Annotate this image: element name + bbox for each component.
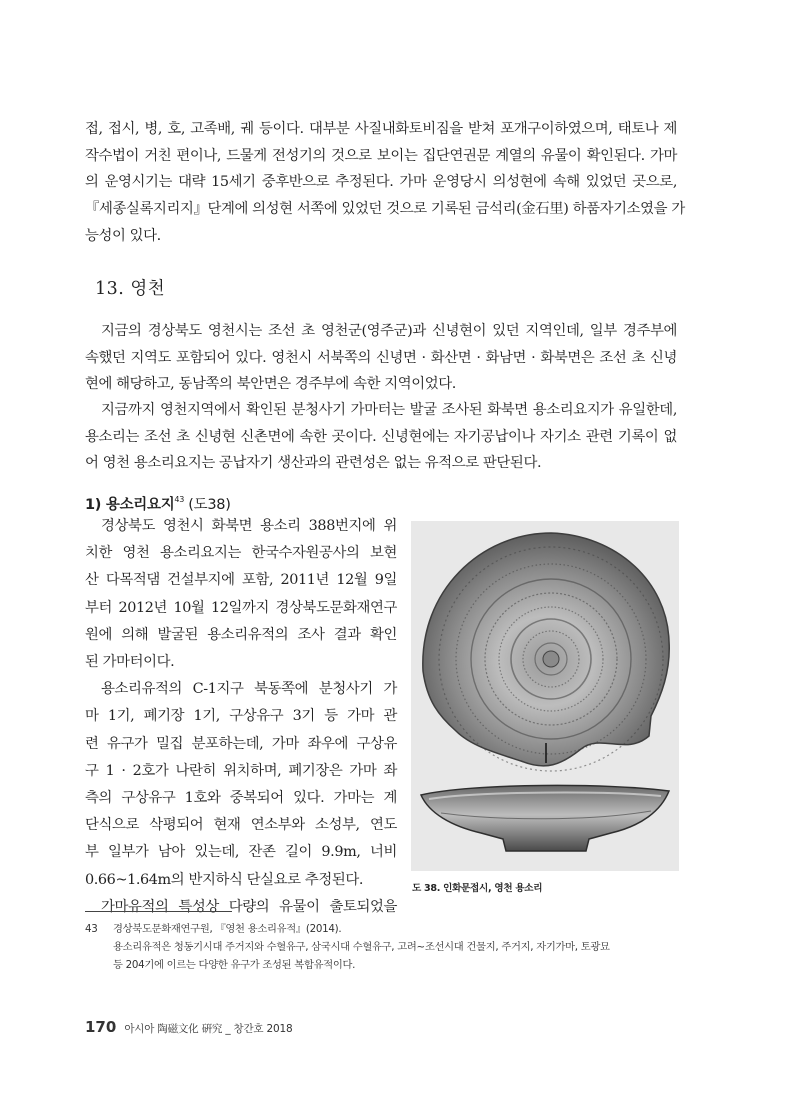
- text-line: 부 일부가 남아 있는데, 잔존 길이 9.9m, 너비: [85, 844, 397, 861]
- text-line: 능성이 있다.: [85, 227, 161, 244]
- subsection-title: 1) 용소리요지: [85, 497, 175, 513]
- journal-title: 아시아 陶磁文化 硏究 _ 창간호 2018: [124, 1023, 293, 1035]
- footnote-line: 용소리유적은 청동기시대 주거지와 수혈유구, 삼국시대 수혈유구, 고려~조선시대 건물지, 주거지, 자기가마, 토광묘: [113, 941, 610, 953]
- text-line: 속했던 지역도 포함되어 있다. 영천시 서북쪽의 신녕면 · 화산면 · 화남면 · 화북면은 조선 초 신녕: [85, 349, 677, 366]
- text-line: 지금의 경상북도 영천시는 조선 초 영천군(영주군)과 신녕현이 있던 지역인데, 일부 경주부에: [101, 323, 677, 339]
- text-line: 접, 접시, 병, 호, 고족배, 궤 등이다. 대부분 사질내화토비짐을 받쳐 포개구이하였으며, 태토나 제: [85, 121, 677, 137]
- text-line: 현에 해당하고, 동남쪽의 북안면은 경주부에 속한 지역이었다.: [85, 376, 456, 393]
- text-line: 의 운영시기는 대략 15세기 중후반으로 추정된다. 가마 운영당시 의성현에 속해 있었던 곳으로,: [85, 174, 677, 191]
- text-line: 산 다목적댐 건설부지에 포함, 2011년 12월 9일: [85, 572, 397, 589]
- text-line: 『세종실록지리지』단계에 의성현 서쪽에 있었던 것으로 기록된 금석리(金石里) 하품자기소였을 가: [85, 201, 685, 218]
- page-footer: [85, 1018, 292, 1036]
- footnote-body: [113, 920, 685, 974]
- text-line: 지금까지 영천지역에서 확인된 분청사기 가마터는 발굴 조사된 화북면 용소리요지가 유일한데,: [101, 402, 677, 418]
- footnote-line: 등 204기에 이르는 다양한 유구가 조성된 복합유적이다.: [113, 959, 356, 971]
- text-line: 작수법이 거친 편이나, 드물게 전성기의 것으로 보이는 집단연권문 계열의 유물이 확인된다. 가마: [85, 147, 677, 164]
- text-line: 구 1 · 2호가 나란히 위치하며, 폐기장은 가마 좌: [85, 762, 397, 779]
- footnote-line: 경상북도문화재연구원, 『영천 용소리유적』(2014).: [113, 923, 342, 935]
- text-line: 단식으로 삭평되어 현재 연소부와 소성부, 연도: [85, 817, 397, 834]
- section-title: 13. 영천: [95, 279, 166, 299]
- subsection-heading: [85, 493, 231, 514]
- page-number: 170: [85, 1018, 117, 1036]
- text-line: 용소리유적의 C-1지구 북동쪽에 분청사기 가: [101, 681, 397, 698]
- subsection-body: [85, 513, 397, 921]
- ceramic-dish-illustration: [411, 521, 679, 871]
- text-line: 원에 의해 발굴된 용소리유적의 조사 결과 확인: [85, 626, 397, 643]
- text-line: 0.66~1.64m의 반지하식 단실요로 추정된다.: [85, 871, 364, 888]
- footnote-number: 43: [85, 923, 98, 935]
- figure-ceramic-dish-photo: [411, 521, 679, 871]
- text-line: 마 1기, 폐기장 1기, 구상유구 3기 등 가마 관: [85, 708, 397, 725]
- section-paragraph-2: [85, 397, 677, 477]
- footnote-mark[interactable]: 43: [174, 495, 184, 504]
- footnote-divider: [85, 911, 232, 912]
- text-line: 경상북도 영천시 화북면 용소리 388번지에 위: [101, 518, 397, 534]
- dish-top-view: [423, 533, 669, 771]
- text-line: 치한 영천 용소리요지는 한국수자원공사의 보현: [85, 545, 397, 562]
- text-line: 가마유적의 특성상 다량의 유물이 출토되었을: [101, 898, 397, 915]
- intro-paragraph: [85, 116, 685, 250]
- text-line: 측의 구상유구 1호와 중복되어 있다. 가마는 계: [85, 790, 397, 807]
- footnote: [85, 920, 685, 974]
- text-line: 어 영천 용소리요지는 공납자기 생산과의 관련성은 없는 유적으로 판단된다.: [85, 455, 542, 472]
- figure-reference: (도38): [184, 497, 231, 513]
- section-paragraph-1: [85, 318, 677, 398]
- text-line: 된 가마터이다.: [85, 654, 175, 671]
- dish-side-view: [421, 785, 669, 851]
- text-line: 련 유구가 밀집 분포하는데, 가마 좌우에 구상유: [85, 735, 397, 752]
- figure-caption: 도 38. 인화문접시, 영천 용소리: [412, 883, 543, 894]
- text-line: 용소리는 조선 초 신녕현 신촌면에 속한 곳이다. 신녕현에는 자기공납이나 자기소 관련 기록이 없: [85, 428, 677, 445]
- text-line: 부터 2012년 10월 12일까지 경상북도문화재연구: [85, 599, 397, 616]
